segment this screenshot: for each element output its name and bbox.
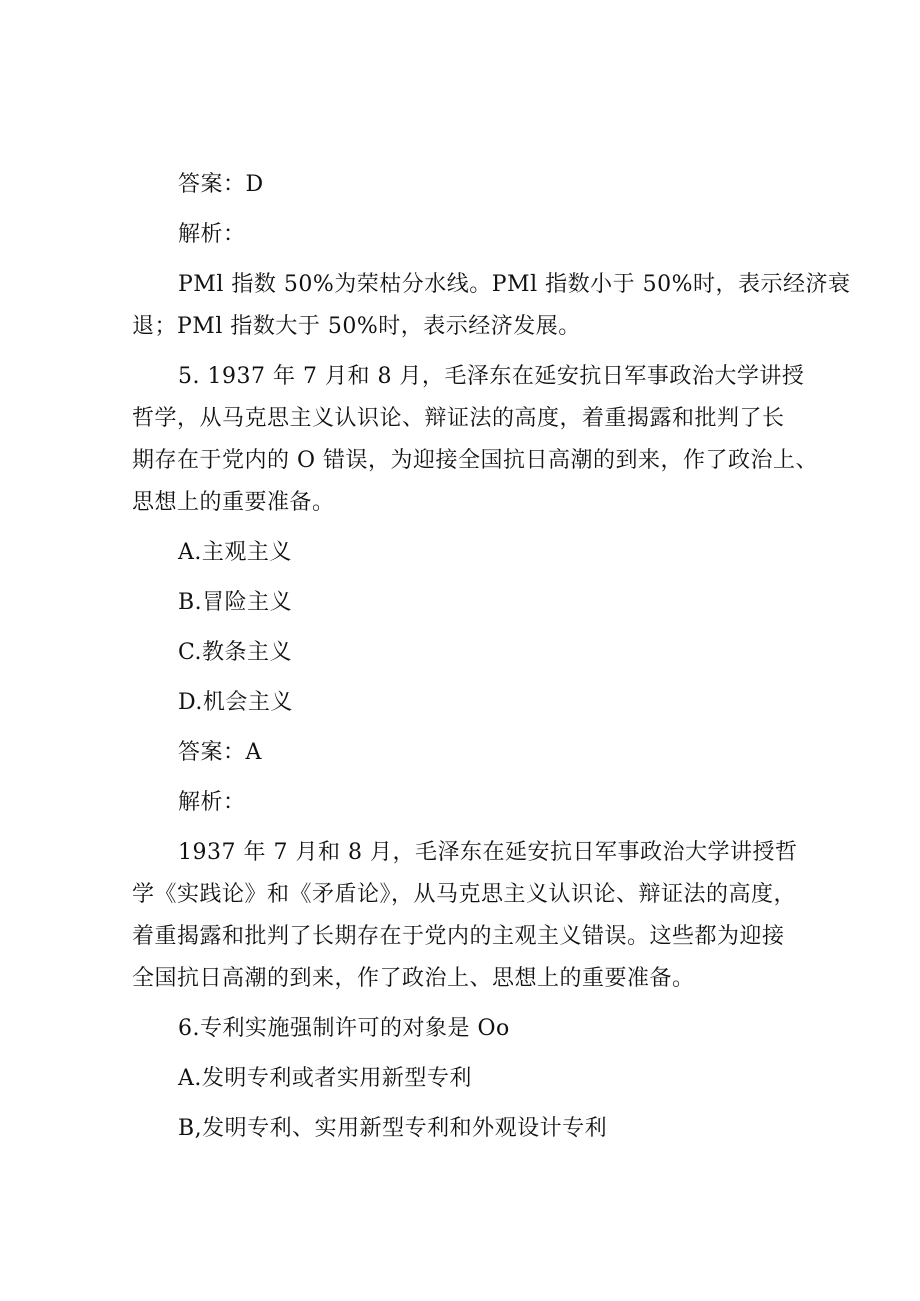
- q5-question-line: 期存在于党内的 O 错误，为迎接全国抗日高潮的到来，作了政治上、: [132, 448, 819, 473]
- q5-option-b: B.冒险主义: [178, 590, 293, 615]
- q5-option-c: C.教条主义: [178, 640, 293, 665]
- q5-answer: 答案：A: [178, 740, 262, 765]
- q5-analysis-line: 1937 年 7 月和 8 月，毛泽东在延安抗日军事政治大学讲授哲: [178, 840, 798, 865]
- q6-option-a: A.发明专利或者实用新型专利: [178, 1066, 472, 1091]
- q6-option-b: B,发明专利、实用新型专利和外观设计专利: [178, 1116, 608, 1141]
- q5-analysis-line: 全国抗日高潮的到来，作了政治上、思想上的重要准备。: [132, 966, 695, 991]
- q6-question: 6.专利实施强制许可的对象是 Oo: [178, 1016, 510, 1041]
- q4-analysis-line: 退；PMl 指数大于 50%时，表示经济发展。: [132, 314, 581, 339]
- q5-analysis-line: 着重揭露和批判了长期存在于党内的主观主义错误。这些都为迎接: [132, 924, 785, 949]
- q5-analysis-line: 学《实践论》和《矛盾论》，从马克思主义认识论、辩证法的高度，: [132, 882, 797, 907]
- q5-question-line: 思想上的重要准备。: [132, 490, 335, 515]
- q5-question-line: 5. 1937 年 7 月和 8 月，毛泽东在延安抗日军事政治大学讲授: [178, 364, 805, 389]
- q5-question-line: 哲学，从马克思主义认识论、辩证法的高度，着重揭露和批判了长: [132, 406, 785, 431]
- q5-option-d: D.机会主义: [178, 690, 293, 715]
- q5-analysis-label: 解析：: [178, 790, 246, 815]
- q4-analysis-label: 解析：: [178, 222, 246, 247]
- q4-analysis-line: PMl 指数 50%为荣枯分水线。PMl 指数小于 50%时，表示经济衰: [178, 272, 851, 297]
- q4-answer: 答案：D: [178, 172, 264, 197]
- q5-option-a: A.主观主义: [178, 540, 292, 565]
